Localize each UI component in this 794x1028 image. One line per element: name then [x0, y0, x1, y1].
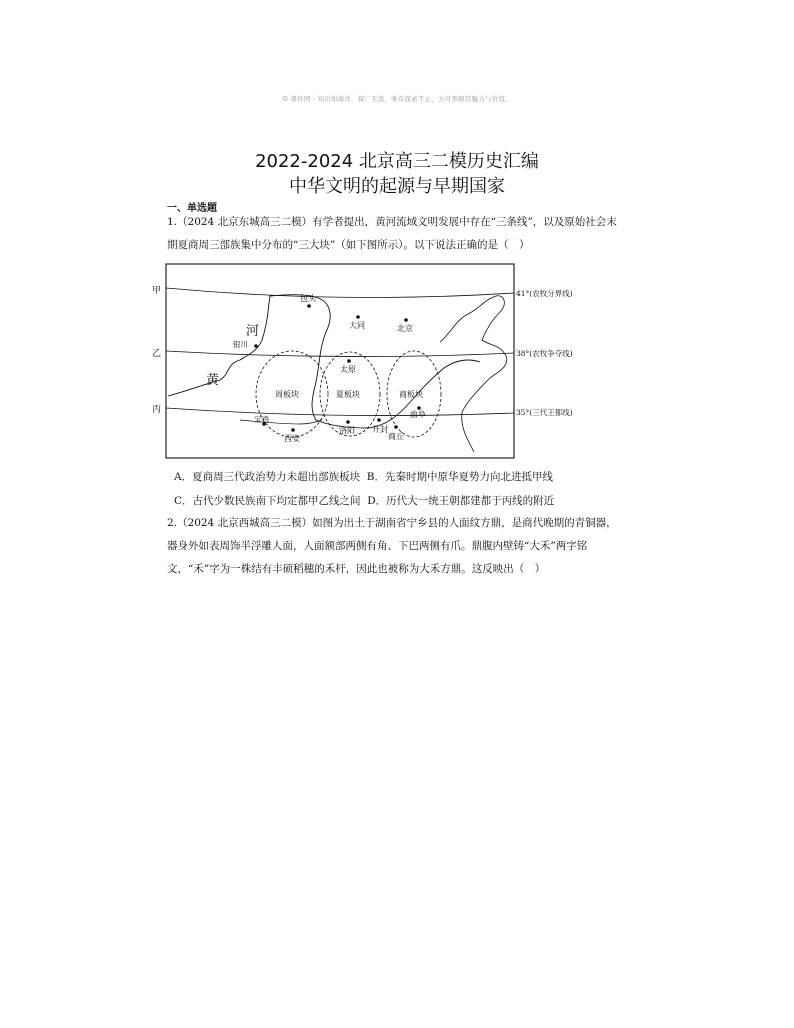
- label-jia: 甲: [152, 286, 162, 296]
- line-41: [166, 288, 514, 297]
- city-qufu: 曲阜: [410, 410, 426, 419]
- label-bing: 丙: [152, 405, 162, 415]
- city-beijing: 北京: [397, 324, 413, 333]
- section-heading: 一、单选题: [167, 203, 217, 214]
- question-2-text: 2.（2024 北京西城高三二模）如图为出土于湖南省宁乡县的人面纹方鼎，是商代晚期的青铜器，器身外如表周饰半浮雕人面，人面额部两侧有角、下巴两侧有爪。鼎腹内壁铸“大禾”两字铭文，“禾”字为一株结有丰硕稻穗的禾杆，因此也被称为大禾方鼎。这反映出（ ）: [167, 517, 617, 575]
- page-subtitle: 中华文明的起源与早期国家: [289, 176, 505, 197]
- city-baoji: 宝鸡: [254, 415, 269, 424]
- option-c[interactable]: C．古代少数民族南下均定都甲乙线之间: [174, 495, 361, 507]
- river-label-he: 河: [246, 324, 260, 339]
- block-label-shang: 商板块: [399, 390, 423, 399]
- city-kaifeng: 开封: [372, 425, 388, 434]
- label-38: 38°(农牧争夺线): [516, 349, 573, 358]
- yellow-river: [168, 295, 480, 428]
- watermark: ☺ 课件网 - 知识如海洋，探广无涯，唯有探索不止，方可领略其魅力与价值。: [282, 95, 512, 103]
- city-xian: 西安: [284, 434, 300, 443]
- wei-river: [240, 420, 322, 424]
- city-dot-datong: [356, 315, 360, 319]
- city-dot-taiyuan: [347, 359, 351, 363]
- options-row-2: [174, 493, 554, 508]
- city-dot-beijing: [404, 318, 408, 322]
- coastline: [440, 296, 507, 452]
- option-a[interactable]: A．夏商周三代政治势力未超出部族板块: [174, 471, 361, 483]
- city-luoyang: 洛阳: [339, 426, 355, 435]
- city-dot-yinchuan: [254, 344, 258, 348]
- city-taiyuan: 太原: [340, 365, 356, 374]
- city-shangqiu: 商丘: [388, 432, 404, 441]
- label-35: 35°(三代王都线): [516, 408, 573, 417]
- yellow-river-map: [150, 260, 630, 464]
- city-baotou: 包头: [300, 294, 316, 303]
- river-label-huang: 黄: [206, 373, 220, 388]
- city-dot-kaifeng: [377, 418, 381, 422]
- option-d[interactable]: D．历代大一统王朝都建都于丙线的附近: [367, 495, 555, 507]
- block-label-xia: 夏板块: [336, 390, 360, 399]
- city-dot-baotou: [307, 304, 311, 308]
- label-yi: 乙: [152, 349, 162, 359]
- options-row-1: [174, 469, 553, 484]
- city-dot-xian: [291, 428, 295, 432]
- city-dot-shangqiu: [394, 425, 398, 429]
- city-dot-luoyang: [346, 420, 350, 424]
- label-41: 41°(农牧分界线): [516, 289, 573, 298]
- page-title: 2022-2024 北京高三二模历史汇编: [255, 151, 539, 172]
- block-label-zhou: 周板块: [275, 390, 299, 399]
- city-datong: 大同: [349, 321, 365, 330]
- city-yinchuan: 银川: [233, 340, 248, 349]
- line-38: [166, 351, 514, 357]
- question-1-text: 1.（2024 北京东城高三二模）有学者提出，黄河流域文明发展中存在“三条线”，以及原始社会末期夏商周三部族集中分布的“三大块”（如下图所示）。以下说法正确的是（ ）: [167, 216, 617, 251]
- option-b[interactable]: B．先秦时期中原华夏势力向北进抵甲线: [366, 471, 553, 483]
